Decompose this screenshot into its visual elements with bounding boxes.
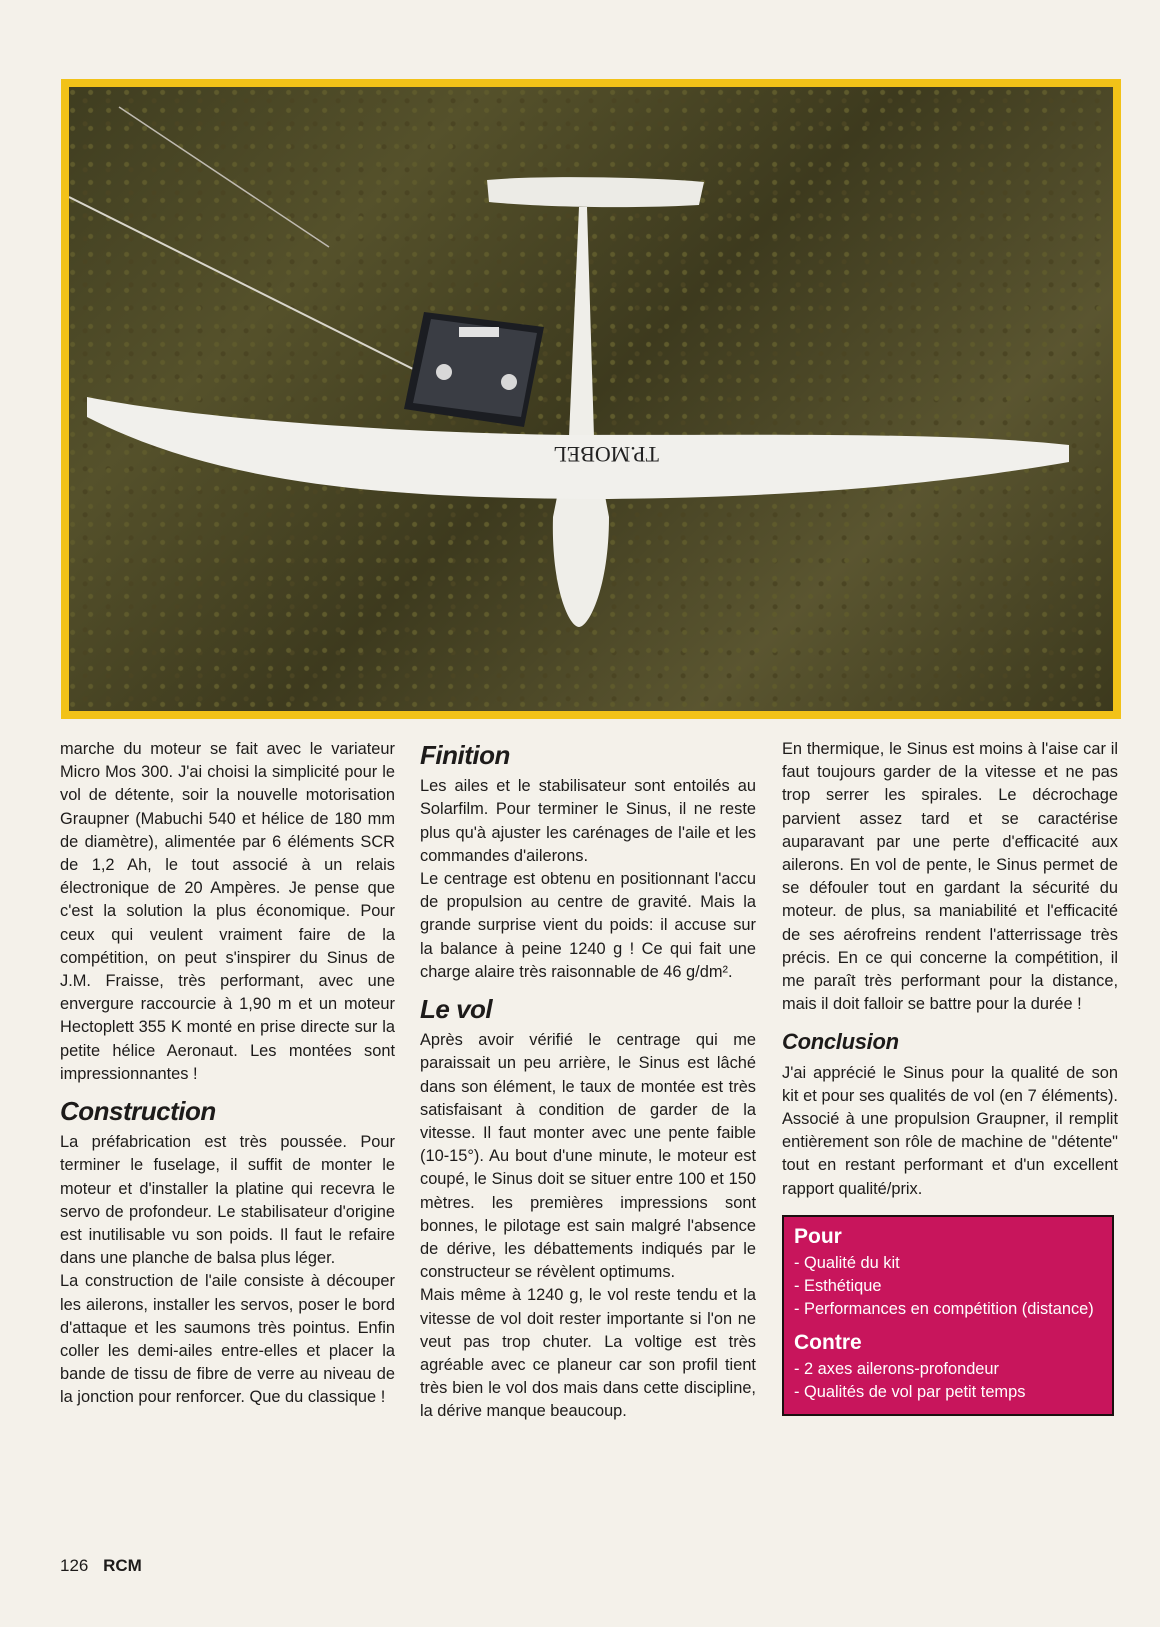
vol-heading: Le vol	[420, 994, 493, 1025]
glider-illustration	[69, 87, 1113, 711]
construction-paragraph-2: La construction de l'aile consiste à découper les ailerons, installer les servos, poser le bord d'attaque et les saumons très pointus. Enfin coller les demi-ailes entre-elles et placer la bande de tissu de fibre de verre au niveau de la jonction pour renforcer. Que du classique !	[60, 1272, 395, 1407]
column-2	[420, 738, 756, 1424]
photo-frame	[61, 79, 1121, 719]
contre-list	[794, 1358, 1102, 1404]
fuselage-marking: TP.MOBEL	[553, 442, 659, 467]
list-item: - Performances en compétition (distance)	[794, 1300, 1094, 1319]
conclusion-heading: Conclusion	[782, 1029, 899, 1055]
page-number: 126	[60, 1556, 89, 1575]
thermique-paragraph: En thermique, le Sinus est moins à l'aise car il faut toujours garder de la vitesse et ne pas trop serrer les spirales. Le décrochage parvient assez tard et se caractérise auparavant par une perte d'efficacité aux ailerons. En vol de pente, le Sinus permet de se défouler tout en gardant la sécurité du moteur. de plus, sa maniabilité et l'efficacité de ses aérofreins rendent l'atterrissage très précis. En ce qui concerne la compétition, il me paraît très performant pour la distance, mais il doit falloir se battre pour la durée !	[782, 740, 1118, 1014]
list-item: - Esthétique	[794, 1277, 882, 1296]
fuselage	[553, 207, 609, 627]
intro-paragraph: marche du moteur se fait avec le variateur Micro Mos 300. J'ai choisi la simplicité pour le vol de détente, soir la nouvelle motorisation Graupner (Mabuchi 540 et hélice de 180 mm de diamètre), alimentée par 6 éléments SCR de 1,2 Ah, le tout associé à un relais électronique de 20 Ampères. Je pense que c'est la solution la plus économique. Pour ceux qui veulent vraiment faire de la compétition, on peut s'inspirer du Sinus de J.M. Fraisse, très performant, avec une envergure raccourcie à 1,90 m et un moteur Hectoplett 355 K monté en prise directe sur la petite hélice Aeronaut. Les montées sont impressionnantes !	[60, 740, 395, 1083]
conclusion-paragraph: J'ai apprécié le Sinus pour la qualité de son kit et pour ses qualités de vol (en 7 éléments). Associé à une propulsion Graupner, il remplit entièrement son rôle de machine de "détente" tout en restant performant et d'un excellent rapport qualité/prix.	[782, 1063, 1118, 1198]
page-footer	[60, 1556, 142, 1576]
antenna-line	[69, 197, 449, 387]
glider-photo	[69, 87, 1113, 711]
finition-paragraph-1: Les ailes et le stabilisateur sont entoilés au Solarfilm. Pour terminer le Sinus, il ne reste plus qu'à ajuster les carénages de l'aile et les commandes d'ailerons.	[420, 777, 756, 865]
finition-paragraph-2: Le centrage est obtenu en positionnant l'accu de propulsion au centre de gravité. Mais la grande surprise vient du poids: il accuse sur la balance à peine 1240 g ! Ce qui fait une charge alaire très raisonnable de 46 g/dm².	[420, 870, 756, 981]
list-item: - 2 axes ailerons-profondeur	[794, 1360, 999, 1379]
list-item: - Qualité du kit	[794, 1254, 900, 1273]
pour-list	[794, 1252, 1102, 1321]
column-1	[60, 738, 395, 1410]
finition-heading: Finition	[420, 740, 510, 770]
antenna-line-2	[119, 107, 329, 247]
pour-contre-box	[782, 1215, 1114, 1416]
magazine-name: RCM	[103, 1556, 142, 1575]
vol-paragraph-2: Mais même à 1240 g, le vol reste tendu et la vitesse de vol doit rester importante si l'on ne veut pas trop chuter. La voltige est très agréable avec ce planeur car son profil tient très bien le vol dos mais dans cette discipline, la dérive manque beaucoup.	[420, 1286, 756, 1421]
construction-paragraph-1: La préfabrication est très poussée. Pour terminer le fuselage, il suffit de monter le moteur et d'installer la platine qui recevra le servo de profondeur. Le stabilisateur d'origine est inutilisable vu son poids. Il faut le refaire dans une planche de balsa plus léger.	[60, 1133, 395, 1268]
column-3	[782, 738, 1118, 1416]
construction-heading: Construction	[60, 1096, 216, 1127]
pour-heading: Pour	[794, 1224, 842, 1248]
vol-paragraph-1: Après avoir vérifié le centrage qui me paraissait un peu arrière, le Sinus est lâché dans son élément, le taux de montée est très satisfaisant à condition de garder de la vitesse. Il faut monter avec une pente faible (10-15°). Au bout d'une minute, le moteur est coupé, le Sinus doit se situer entre 100 et 150 mètres. les premières impressions sont bonnes, le pilotage est sain malgré l'absence de dérive, les débattements indiqués par le constructeur se révèlent optimums.	[420, 1031, 756, 1282]
list-item: - Qualités de vol par petit temps	[794, 1383, 1026, 1402]
contre-heading: Contre	[794, 1331, 862, 1355]
transmitter	[404, 312, 544, 427]
tailplane	[487, 177, 704, 207]
